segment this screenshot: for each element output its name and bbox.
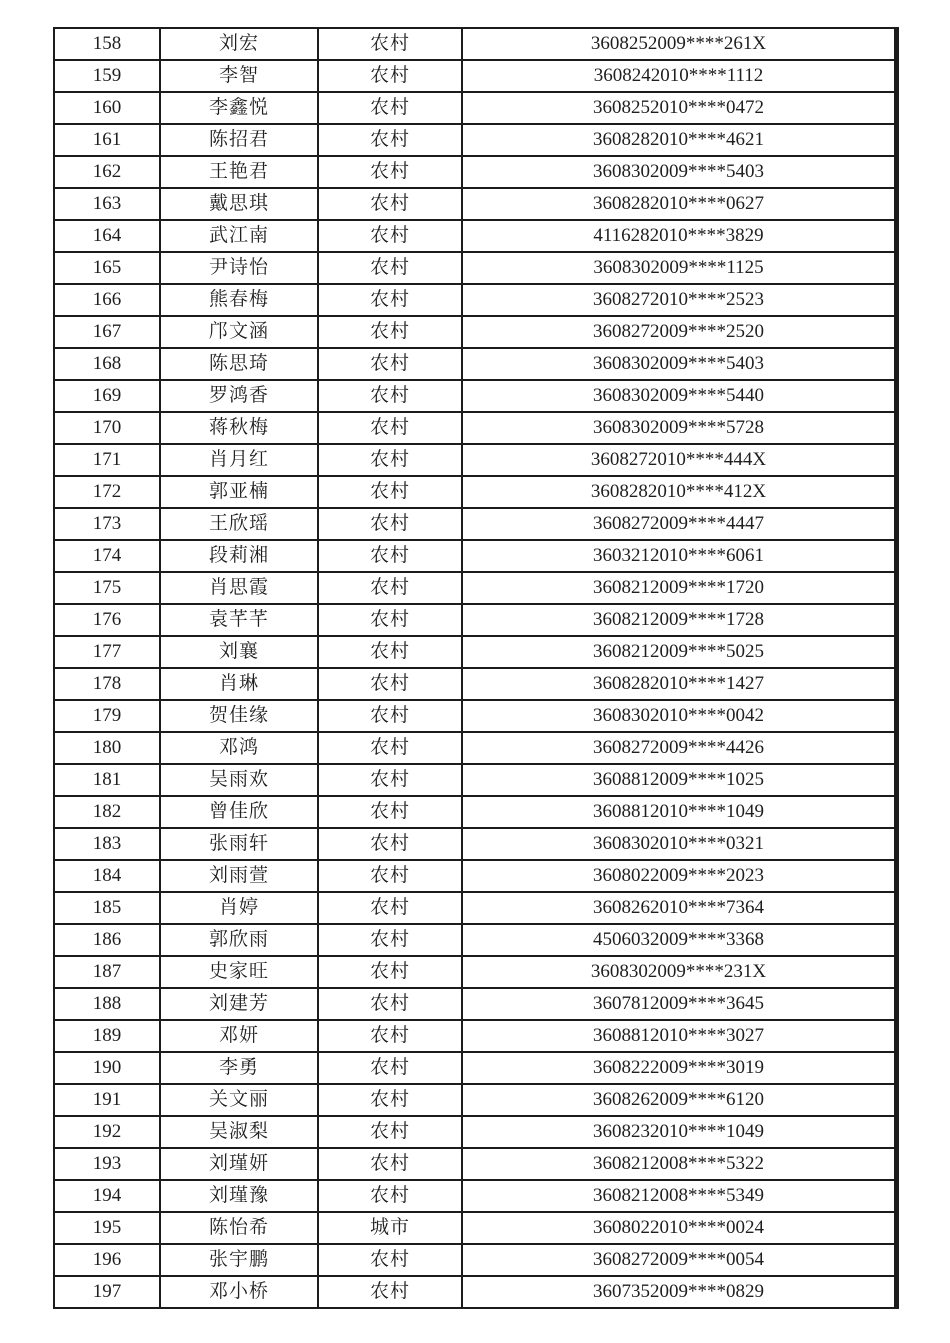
student-name-cell: 李鑫悦: [160, 92, 318, 124]
row-number-cell: 187: [54, 956, 160, 988]
residence-type-cell: 农村: [318, 1084, 462, 1116]
student-name-cell: 曾佳欣: [160, 796, 318, 828]
table-row: [54, 956, 895, 988]
row-number-cell: 185: [54, 892, 160, 924]
residence-type-cell: 农村: [318, 1052, 462, 1084]
table-row: [54, 284, 895, 316]
student-name-cell: 刘襄: [160, 636, 318, 668]
id-number-cell: 3608212008****5322: [462, 1148, 895, 1180]
table-row: [54, 796, 895, 828]
table-row: [54, 220, 895, 252]
residence-type-cell: 农村: [318, 988, 462, 1020]
id-number-cell: 3608272010****444X: [462, 444, 895, 476]
residence-type-cell: 农村: [318, 924, 462, 956]
row-number-cell: 175: [54, 572, 160, 604]
id-number-cell: 3607352009****0829: [462, 1276, 895, 1308]
row-number-cell: 159: [54, 60, 160, 92]
table-row: [54, 700, 895, 732]
row-number-cell: 189: [54, 1020, 160, 1052]
id-number-cell: 3608812010****3027: [462, 1020, 895, 1052]
id-number-cell: 3608232010****1049: [462, 1116, 895, 1148]
table-row: [54, 1084, 895, 1116]
student-name-cell: 王欣瑶: [160, 508, 318, 540]
id-number-cell: 4116282010****3829: [462, 220, 895, 252]
residence-type-cell: 农村: [318, 124, 462, 156]
student-name-cell: 史家旺: [160, 956, 318, 988]
id-number-cell: 3608272009****4447: [462, 508, 895, 540]
id-number-cell: 3608242010****1112: [462, 60, 895, 92]
student-name-cell: 贺佳缘: [160, 700, 318, 732]
row-number-cell: 178: [54, 668, 160, 700]
student-name-cell: 蒋秋梅: [160, 412, 318, 444]
id-number-cell: 4506032009****3368: [462, 924, 895, 956]
residence-type-cell: 农村: [318, 316, 462, 348]
residence-type-cell: 农村: [318, 732, 462, 764]
table-row: [54, 668, 895, 700]
residence-type-cell: 农村: [318, 252, 462, 284]
row-number-cell: 177: [54, 636, 160, 668]
table-row: [54, 828, 895, 860]
table-row: [54, 188, 895, 220]
residence-type-cell: 农村: [318, 700, 462, 732]
student-name-cell: 李智: [160, 60, 318, 92]
student-name-cell: 郭亚楠: [160, 476, 318, 508]
residence-type-cell: 农村: [318, 444, 462, 476]
row-number-cell: 167: [54, 316, 160, 348]
id-number-cell: 3608282010****4621: [462, 124, 895, 156]
student-name-cell: 张宇鹏: [160, 1244, 318, 1276]
row-number-cell: 163: [54, 188, 160, 220]
student-name-cell: 邓妍: [160, 1020, 318, 1052]
row-number-cell: 166: [54, 284, 160, 316]
id-number-cell: 3608022010****0024: [462, 1212, 895, 1244]
student-name-cell: 邝文涵: [160, 316, 318, 348]
row-number-cell: 182: [54, 796, 160, 828]
student-name-cell: 武江南: [160, 220, 318, 252]
row-number-cell: 191: [54, 1084, 160, 1116]
residence-type-cell: 农村: [318, 412, 462, 444]
residence-type-cell: 农村: [318, 540, 462, 572]
row-number-cell: 164: [54, 220, 160, 252]
table-row: [54, 540, 895, 572]
id-number-cell: 3608302010****0042: [462, 700, 895, 732]
row-number-cell: 190: [54, 1052, 160, 1084]
id-number-cell: 3608302009****1125: [462, 252, 895, 284]
table-row: [54, 1276, 895, 1308]
id-number-cell: 3608212009****5025: [462, 636, 895, 668]
residence-type-cell: 农村: [318, 668, 462, 700]
residence-type-cell: 农村: [318, 892, 462, 924]
residence-type-cell: 农村: [318, 28, 462, 60]
roster-table: [53, 27, 899, 1309]
roster-table-body: [54, 28, 895, 1308]
id-number-cell: 3608252010****0472: [462, 92, 895, 124]
row-number-cell: 188: [54, 988, 160, 1020]
table-row: [54, 476, 895, 508]
table-row: [54, 1020, 895, 1052]
residence-type-cell: 农村: [318, 508, 462, 540]
residence-type-cell: 农村: [318, 188, 462, 220]
id-number-cell: 3608212009****1720: [462, 572, 895, 604]
residence-type-cell: 农村: [318, 636, 462, 668]
row-number-cell: 172: [54, 476, 160, 508]
student-name-cell: 陈怡希: [160, 1212, 318, 1244]
row-number-cell: 183: [54, 828, 160, 860]
id-number-cell: 3608272009****0054: [462, 1244, 895, 1276]
table-row: [54, 316, 895, 348]
student-name-cell: 刘雨萱: [160, 860, 318, 892]
id-number-cell: 3608272009****2520: [462, 316, 895, 348]
residence-type-cell: 农村: [318, 604, 462, 636]
residence-type-cell: 农村: [318, 380, 462, 412]
table-row: [54, 348, 895, 380]
student-name-cell: 邓小桥: [160, 1276, 318, 1308]
residence-type-cell: 农村: [318, 220, 462, 252]
table-row: [54, 604, 895, 636]
residence-type-cell: 城市: [318, 1212, 462, 1244]
student-name-cell: 陈思琦: [160, 348, 318, 380]
table-row: [54, 892, 895, 924]
row-number-cell: 197: [54, 1276, 160, 1308]
id-number-cell: 3608302009****5728: [462, 412, 895, 444]
residence-type-cell: 农村: [318, 1020, 462, 1052]
student-name-cell: 尹诗怡: [160, 252, 318, 284]
row-number-cell: 186: [54, 924, 160, 956]
table-row: [54, 1052, 895, 1084]
id-number-cell: 3608302009****231X: [462, 956, 895, 988]
id-number-cell: 3608302009****5403: [462, 156, 895, 188]
table-row: [54, 764, 895, 796]
row-number-cell: 181: [54, 764, 160, 796]
table-row: [54, 252, 895, 284]
table-row: [54, 380, 895, 412]
row-number-cell: 194: [54, 1180, 160, 1212]
row-number-cell: 171: [54, 444, 160, 476]
student-name-cell: 邓鸿: [160, 732, 318, 764]
student-name-cell: 熊春梅: [160, 284, 318, 316]
id-number-cell: 3608282010****412X: [462, 476, 895, 508]
id-number-cell: 3608222009****3019: [462, 1052, 895, 1084]
row-number-cell: 161: [54, 124, 160, 156]
table-row: [54, 572, 895, 604]
student-name-cell: 戴思琪: [160, 188, 318, 220]
table-row: [54, 508, 895, 540]
table-row: [54, 28, 895, 60]
student-name-cell: 张雨轩: [160, 828, 318, 860]
table-row: [54, 1212, 895, 1244]
residence-type-cell: 农村: [318, 60, 462, 92]
id-number-cell: 3608212008****5349: [462, 1180, 895, 1212]
residence-type-cell: 农村: [318, 1276, 462, 1308]
student-name-cell: 郭欣雨: [160, 924, 318, 956]
row-number-cell: 180: [54, 732, 160, 764]
table-row: [54, 860, 895, 892]
student-name-cell: 刘宏: [160, 28, 318, 60]
residence-type-cell: 农村: [318, 860, 462, 892]
table-row: [54, 1244, 895, 1276]
row-number-cell: 179: [54, 700, 160, 732]
table-row: [54, 732, 895, 764]
id-number-cell: 3608302009****5403: [462, 348, 895, 380]
student-name-cell: 陈招君: [160, 124, 318, 156]
student-name-cell: 刘建芳: [160, 988, 318, 1020]
residence-type-cell: 农村: [318, 1180, 462, 1212]
id-number-cell: 3608272009****4426: [462, 732, 895, 764]
residence-type-cell: 农村: [318, 1148, 462, 1180]
row-number-cell: 169: [54, 380, 160, 412]
residence-type-cell: 农村: [318, 796, 462, 828]
id-number-cell: 3608272010****2523: [462, 284, 895, 316]
student-name-cell: 肖婷: [160, 892, 318, 924]
id-number-cell: 3608212009****1728: [462, 604, 895, 636]
table-row: [54, 412, 895, 444]
table-row: [54, 1180, 895, 1212]
row-number-cell: 193: [54, 1148, 160, 1180]
table-row: [54, 156, 895, 188]
row-number-cell: 160: [54, 92, 160, 124]
row-number-cell: 196: [54, 1244, 160, 1276]
student-name-cell: 吴雨欢: [160, 764, 318, 796]
row-number-cell: 168: [54, 348, 160, 380]
student-name-cell: 刘瑾妍: [160, 1148, 318, 1180]
id-number-cell: 3607812009****3645: [462, 988, 895, 1020]
id-number-cell: 3608022009****2023: [462, 860, 895, 892]
id-number-cell: 3608252009****261X: [462, 28, 895, 60]
residence-type-cell: 农村: [318, 348, 462, 380]
residence-type-cell: 农村: [318, 1244, 462, 1276]
residence-type-cell: 农村: [318, 828, 462, 860]
table-row: [54, 924, 895, 956]
row-number-cell: 174: [54, 540, 160, 572]
table-row: [54, 1148, 895, 1180]
table-row: [54, 1116, 895, 1148]
residence-type-cell: 农村: [318, 764, 462, 796]
table-row: [54, 636, 895, 668]
table-row: [54, 92, 895, 124]
residence-type-cell: 农村: [318, 1116, 462, 1148]
student-name-cell: 吴淑梨: [160, 1116, 318, 1148]
student-name-cell: 肖琳: [160, 668, 318, 700]
student-name-cell: 关文丽: [160, 1084, 318, 1116]
residence-type-cell: 农村: [318, 156, 462, 188]
row-number-cell: 162: [54, 156, 160, 188]
row-number-cell: 192: [54, 1116, 160, 1148]
id-number-cell: 3608262010****7364: [462, 892, 895, 924]
student-name-cell: 王艳君: [160, 156, 318, 188]
id-number-cell: 3608812009****1025: [462, 764, 895, 796]
id-number-cell: 3608812010****1049: [462, 796, 895, 828]
id-number-cell: 3608262009****6120: [462, 1084, 895, 1116]
row-number-cell: 195: [54, 1212, 160, 1244]
table-row: [54, 988, 895, 1020]
student-name-cell: 肖月红: [160, 444, 318, 476]
residence-type-cell: 农村: [318, 956, 462, 988]
student-name-cell: 李勇: [160, 1052, 318, 1084]
id-number-cell: 3608302010****0321: [462, 828, 895, 860]
student-name-cell: 刘瑾豫: [160, 1180, 318, 1212]
row-number-cell: 165: [54, 252, 160, 284]
row-number-cell: 184: [54, 860, 160, 892]
student-name-cell: 罗鸿香: [160, 380, 318, 412]
table-row: [54, 124, 895, 156]
id-number-cell: 3603212010****6061: [462, 540, 895, 572]
table-row: [54, 444, 895, 476]
id-number-cell: 3608302009****5440: [462, 380, 895, 412]
row-number-cell: 158: [54, 28, 160, 60]
row-number-cell: 176: [54, 604, 160, 636]
student-name-cell: 段莉湘: [160, 540, 318, 572]
table-row: [54, 60, 895, 92]
row-number-cell: 173: [54, 508, 160, 540]
student-name-cell: 袁芊芊: [160, 604, 318, 636]
residence-type-cell: 农村: [318, 476, 462, 508]
id-number-cell: 3608282010****1427: [462, 668, 895, 700]
residence-type-cell: 农村: [318, 92, 462, 124]
student-name-cell: 肖思霞: [160, 572, 318, 604]
row-number-cell: 170: [54, 412, 160, 444]
id-number-cell: 3608282010****0627: [462, 188, 895, 220]
residence-type-cell: 农村: [318, 572, 462, 604]
residence-type-cell: 农村: [318, 284, 462, 316]
